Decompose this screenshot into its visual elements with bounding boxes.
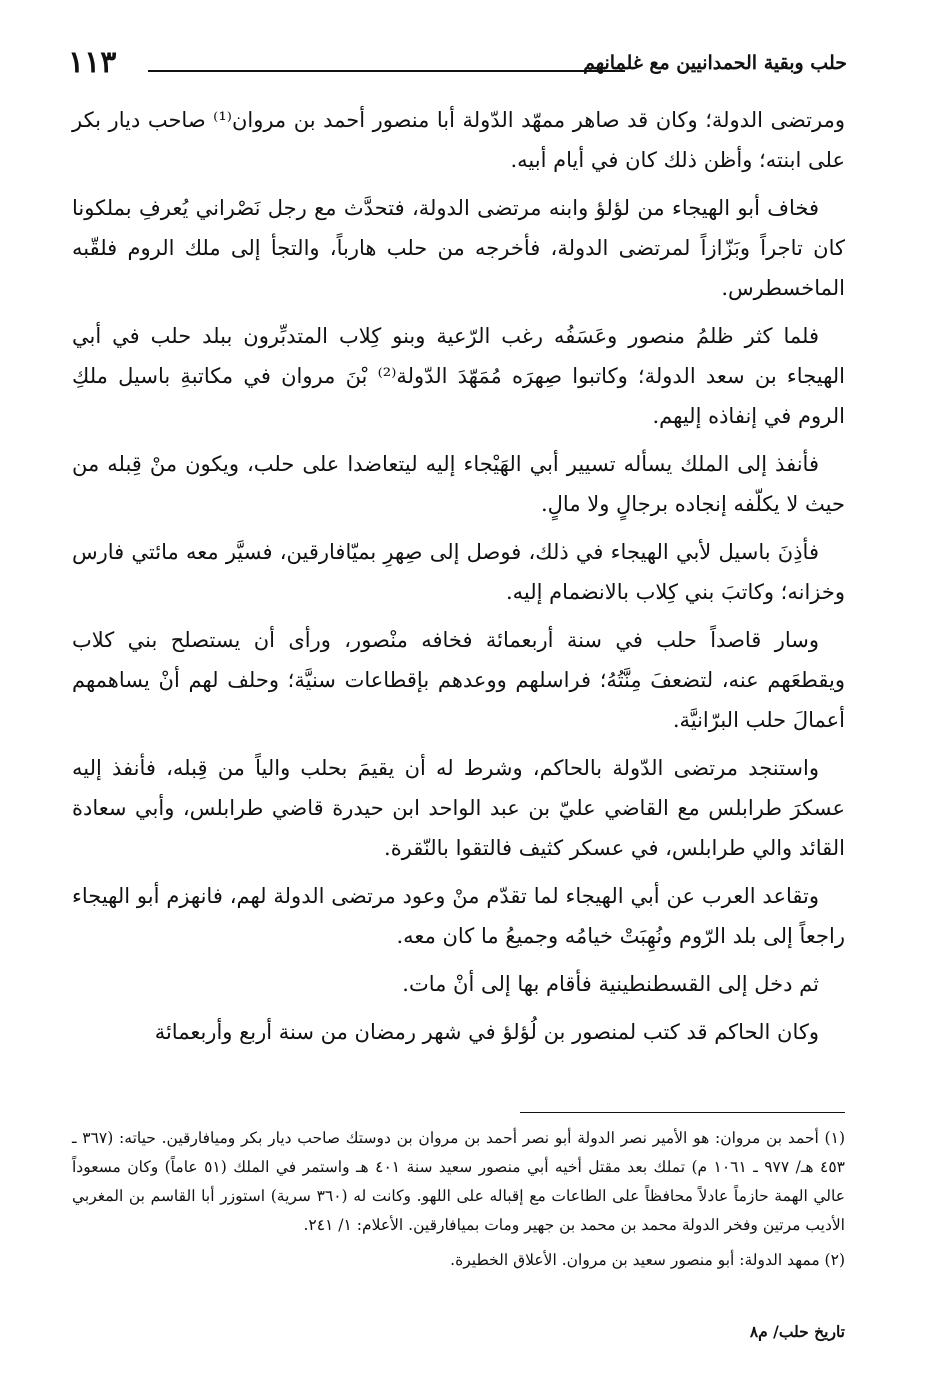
page-header xyxy=(68,40,847,80)
running-title: حلب وبقية الحمدانيين مع غلمانهم xyxy=(583,52,847,74)
paragraph-10: وكان الحاكم قد كتب لمنصور بن لُؤلؤ في شهر رمضان من سنة أربع وأربعمائة xyxy=(154,1020,819,1044)
paragraph-2: فخاف أبو الهيجاء من لؤلؤ وابنه مرتضى الدولة، فتحدَّث مع رجل نَصْراني يُعرفِ بملكونا كان تاجراً وبَزّازاً لمرتضى الدولة، فأخرجه من حلب هارباً، والتجأ إلى ملك الروم فلقّبه الماخسطرس. xyxy=(72,196,845,300)
signature-mark: تاريخ حلب/ م٨ xyxy=(749,1322,845,1341)
footnote-2: (٢) ممهد الدولة: أبو منصور سعيد بن مروان. الأعلاق الخطيرة. xyxy=(450,1251,845,1269)
paragraph-7: واستنجد مرتضى الدّولة بالحاكم، وشرط له أن يقيمَ بحلب والياً من قِبله، فأنفذ إليه عسكرَ طرابلس مع القاضي عليّ بن عبد الواحد ابن حيدرة قاضي طرابلس، وأبي سعادة القائد والي طرابلس، في عسكر كثيف فالتقوا بالنّقرة. xyxy=(72,756,845,860)
paragraph-6: وسار قاصداً حلب في سنة أربعمائة فخافه منْصور، ورأى أن يستصلح بني كلاب ويقطعَهم عنه، لتضعفَ مِنَّتُهُ؛ فراسلهم ووعدهم بإقطاعات سنيَّة؛ وحلف لهم أنْ يساهمهم أعمالَ حلب البرّانيَّة. xyxy=(72,628,845,732)
page-number: ١١٣ xyxy=(68,45,117,80)
paragraph-3: فلما كثر ظلمُ منصور وعَسَفُه رغب الرّعية وبنو كِلاب المتدبِّرون ببلد حلب في أبي الهيجاء بن سعد الدولة؛ وكاتبوا صِهرَه مُمَهّدَ الدّولة⁽²⁾ بْنَ مروان في مكاتبةِ باسيل ملكِ الروم في إنفاذه إليهم. xyxy=(72,324,846,428)
paragraph-5: فأذِنَ باسيل لأبي الهيجاء في ذلك، فوصل إلى صِهرِ بميّافارقين، فسيَّر معه مائتي فارس وخزانه؛ وكاتبَ بني كِلاب بالانضمام إليه. xyxy=(72,540,845,604)
paragraph-4: فأنفذ إلى الملك يسأله تسيير أبي الهَيْجاء إليه ليتعاضدا على حلب، ويكون منْ قِبله من حيث لا يكلّفه إنجاده برجالٍ ولا مالٍ. xyxy=(72,452,845,516)
footnote-rule xyxy=(520,1112,845,1113)
footnotes xyxy=(72,1124,845,1281)
footnote-1: (١) أحمد بن مروان: هو الأمير نصر الدولة أبو نصر أحمد بن مروان بن دوستك صاحب ديار بكر وميافارقين. حياته: (٣٦٧ ـ ٤٥٣ هـ/ ٩٧٧ ـ ١٠٦١ م) تملك بعد مقتل أخيه أبي منصور سعيد سنة ٤٠١ هـ واستمر في الملك (٥١ عاماً) وكان مسعوداً عالي الهمة حازماً عادلاً محافظاً على الطاعات مع إقباله على اللهو. وكانت له (٣٦٠ سرية) استوزر أبا القاسم بن المغربي الأديب مرتين وفخر الدولة محمد بن محمد بن جهير ومات بميافارقين. الأعلام: ١/ ٢٤١. xyxy=(72,1129,845,1234)
paragraph-1: ومرتضى الدولة؛ وكان قد صاهر ممهّد الدّولة أبا منصور أحمد بن مروان⁽¹⁾ صاحب ديار بكر على ابنته؛ وأظن ذلك كان في أيام أبيه. xyxy=(72,108,846,172)
paragraph-9: ثم دخل إلى القسطنطينية فأقام بها إلى أنْ مات. xyxy=(402,972,819,996)
main-text xyxy=(72,100,845,1060)
header-rule xyxy=(148,70,625,72)
paragraph-8: وتقاعد العرب عن أبي الهيجاء لما تقدّم منْ وعود مرتضى الدولة لهم، فانهزم أبو الهيجاء راجعاً إلى بلد الرّوم ونُهِبَتْ خيامُه وجميعُ ما كان معه. xyxy=(72,884,845,948)
